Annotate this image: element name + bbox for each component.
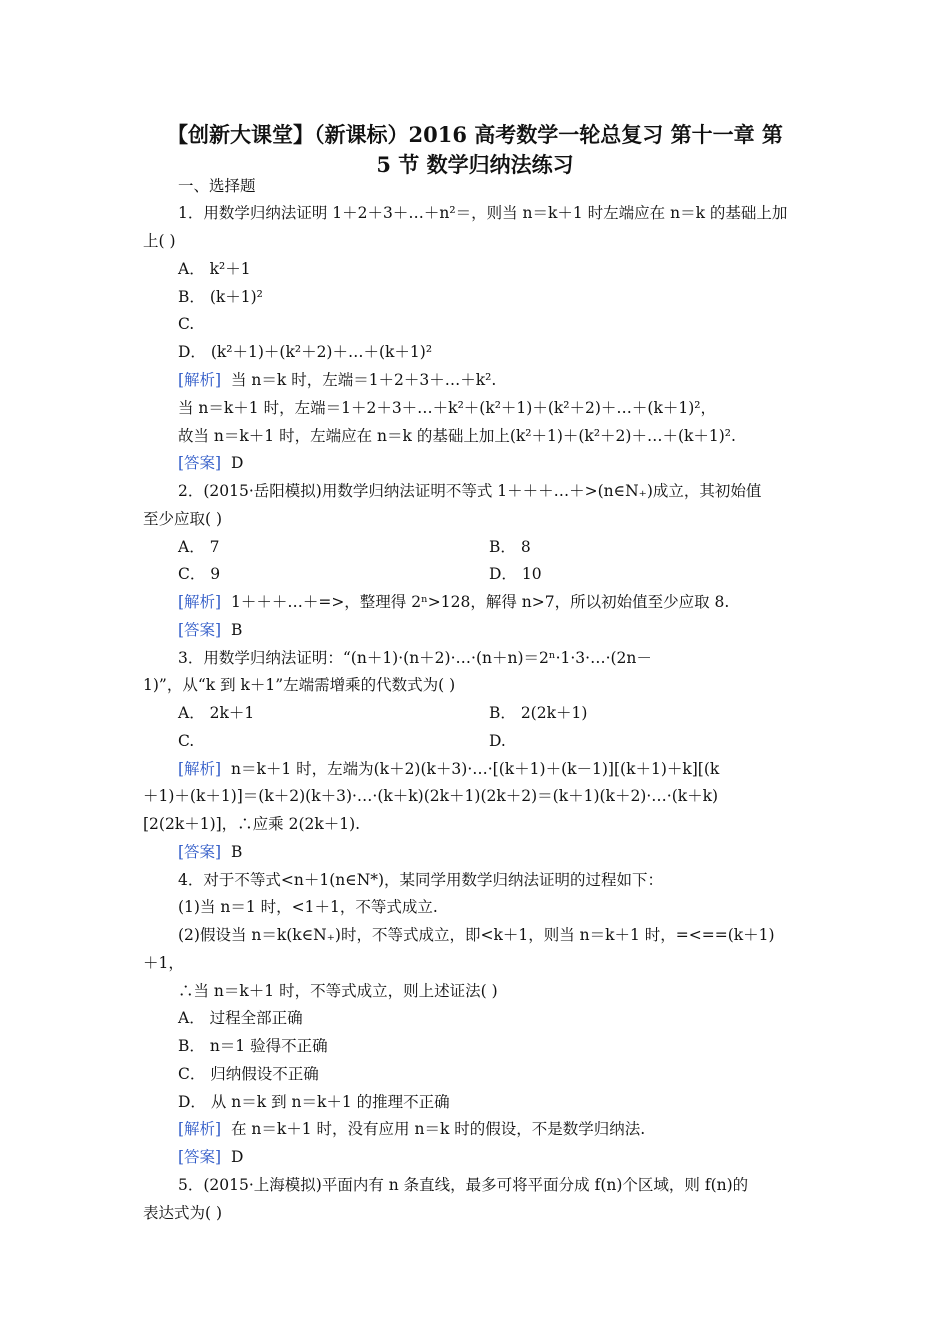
title-line-2: 5 节 数学归纳法练习	[376, 152, 574, 177]
q3-option-b: B． 2(2k＋1)	[489, 704, 588, 722]
answer-tag: [答案]	[178, 843, 222, 861]
q3-option-d: D.	[489, 732, 506, 750]
q2-option-c: C． 9	[178, 565, 221, 583]
q1-option-a: A． k²＋1	[178, 260, 251, 278]
q1-analysis-text-1: 当 n＝k 时，左端＝1＋2＋3＋…＋k².	[230, 371, 497, 389]
analysis-tag: [解析]	[178, 593, 222, 611]
q2-option-b: B． 8	[489, 538, 531, 556]
q3-analysis-text-1: n＝k＋1 时，左端为(k＋2)(k＋3)·…·[(k＋1)＋(k－1)][(k＋1)＋k][(k	[230, 760, 720, 778]
q2-answer	[178, 620, 242, 640]
q1-answer	[178, 453, 243, 473]
q2-stem-2: 至少应取( )	[143, 510, 223, 528]
q3-analysis-3: [2(2k＋1)]，∴应乘 2(2k＋1).	[143, 815, 361, 833]
q1-option-c: C.	[178, 315, 195, 333]
q1-stem-1: 1．用数学归纳法证明 1＋2＋3＋…＋n²＝，则当 n＝k＋1 时左端应在 n＝k 的基础上加	[178, 204, 788, 222]
q2-option-d: D． 10	[489, 565, 542, 583]
q1-analysis-2: 当 n＝k＋1 时，左端＝1＋2＋3＋…＋k²＋(k²＋1)＋(k²＋2)＋…＋(k＋1)²，	[178, 399, 716, 417]
answer-tag: [答案]	[178, 1148, 222, 1166]
q3-analysis-1	[178, 759, 719, 779]
q3-option-a: A． 2k＋1	[178, 704, 255, 722]
q1-analysis-1	[178, 370, 496, 390]
q4-step-2b: ＋1，	[143, 954, 184, 972]
q3-answer	[178, 842, 242, 862]
q2-stem-1: 2．(2015·岳阳模拟)用数学归纳法证明不等式 1＋＋＋…＋>(n∈N₊)成立，其初始值	[178, 482, 762, 500]
q1-analysis-3: 故当 n＝k＋1 时，左端应在 n＝k 的基础上加上(k²＋1)＋(k²＋2)＋…＋(k＋1)².	[178, 427, 736, 445]
q3-analysis-2: ＋1)＋(k＋1)]＝(k＋2)(k＋3)·…·(k＋k)(2k＋1)(2k＋2)＝(k＋1)(k＋2)·…·(k＋k)	[143, 787, 719, 805]
q2-analysis-1	[178, 592, 729, 612]
q1-answer-value: D	[230, 454, 244, 472]
analysis-tag: [解析]	[178, 371, 222, 389]
q3-answer-value: B	[230, 843, 243, 861]
q4-option-a: A． 过程全部正确	[178, 1009, 303, 1027]
q4-option-d: D． 从 n＝k 到 n＝k＋1 的推理不正确	[178, 1093, 450, 1111]
section-heading: 一、选择题	[178, 177, 256, 195]
q4-option-c: C． 归纳假设不正确	[178, 1065, 319, 1083]
title-line-1: 【创新大课堂】（新课标）2016 高考数学一轮总复习 第十一章 第	[167, 122, 783, 147]
q4-answer-value: D	[230, 1148, 244, 1166]
analysis-tag: [解析]	[178, 1120, 222, 1138]
q3-stem-2: 1)”，从“k 到 k＋1”左端需增乘的代数式为( )	[143, 676, 456, 694]
q4-step-3: ∴当 n＝k＋1 时，不等式成立，则上述证法( )	[178, 982, 498, 1000]
q4-step-2a: (2)假设当 n＝k(k∈N₊)时，不等式成立，即<k＋1，则当 n＝k＋1 时，=<==(k＋1)	[178, 926, 775, 944]
q1-stem-2: 上( )	[143, 232, 176, 250]
q4-step-1: (1)当 n＝1 时，<1＋1，不等式成立.	[178, 898, 438, 916]
q2-answer-value: B	[230, 621, 243, 639]
q1-option-d: D． (k²＋1)＋(k²＋2)＋…＋(k＋1)²	[178, 343, 433, 361]
q4-analysis-text-1: 在 n＝k＋1 时，没有应用 n＝k 时的假设，不是数学归纳法.	[230, 1120, 646, 1138]
answer-tag: [答案]	[178, 454, 222, 472]
q4-stem-1: 4．对于不等式<n＋1(n∈N*)，某同学用数学归纳法证明的过程如下：	[178, 871, 664, 889]
answer-tag: [答案]	[178, 621, 222, 639]
q2-analysis-text-1: 1＋＋＋…＋=>，整理得 2ⁿ>128，解得 n>7，所以初始值至少应取 8.	[230, 593, 730, 611]
q5-stem-1: 5．(2015·上海模拟)平面内有 n 条直线，最多可将平面分成 f(n)个区域，则 f(n)的	[178, 1176, 749, 1194]
q3-stem-1: 3．用数学归纳法证明：“(n＋1)·(n＋2)·…·(n＋n)＝2ⁿ·1·3·…·(2n－	[178, 649, 652, 667]
q5-stem-2: 表达式为( )	[143, 1204, 223, 1222]
q3-option-c: C.	[178, 732, 195, 750]
q2-option-a: A． 7	[178, 538, 220, 556]
q4-option-b: B． n＝1 验得不正确	[178, 1037, 328, 1055]
analysis-tag: [解析]	[178, 760, 222, 778]
q4-analysis-1	[178, 1119, 645, 1139]
q4-answer	[178, 1147, 243, 1167]
document-title	[120, 120, 830, 180]
q1-option-b: B． (k＋1)²	[178, 288, 263, 306]
